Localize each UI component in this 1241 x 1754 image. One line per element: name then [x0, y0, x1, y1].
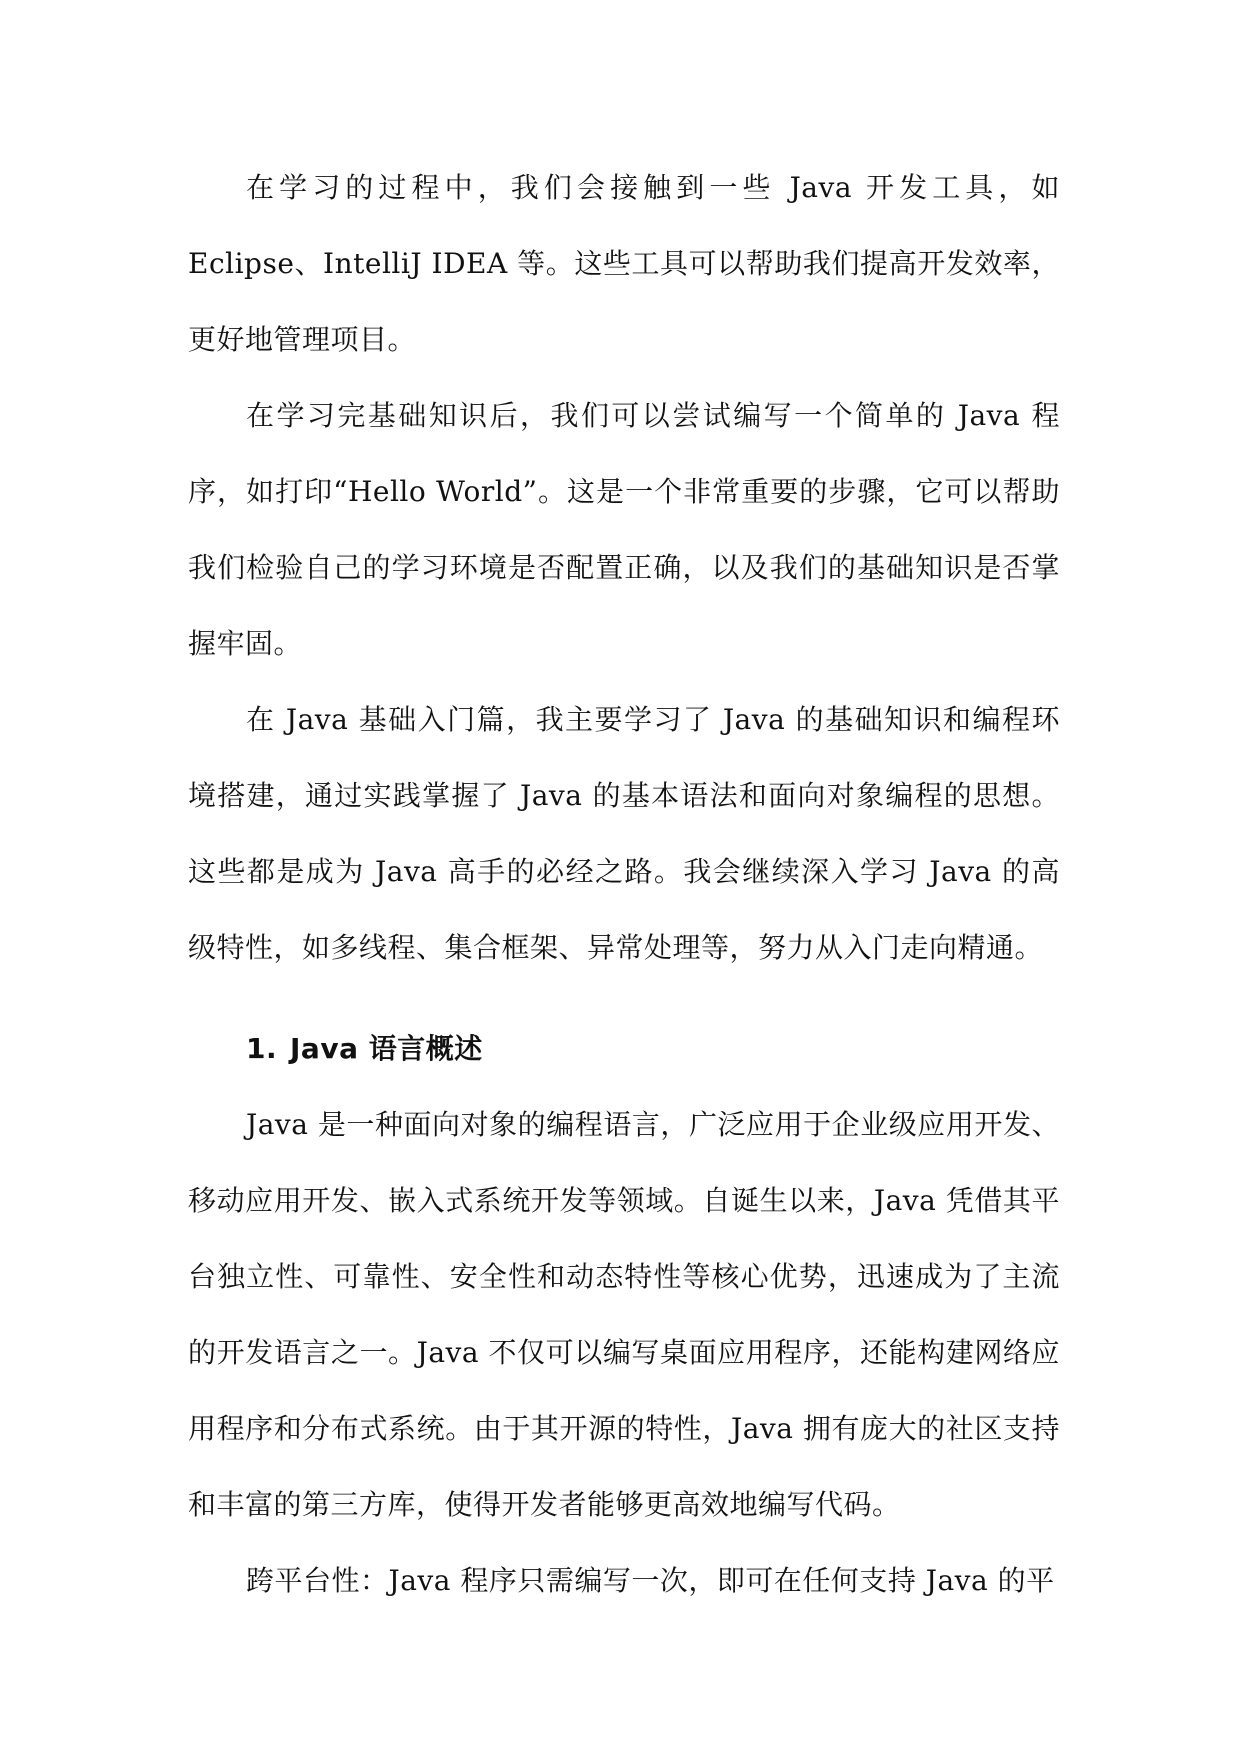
section-number: 1.: [246, 1032, 278, 1065]
section-title: Java 语言概述: [290, 1032, 483, 1065]
paragraph-dev-tools: 在学习的过程中，我们会接触到一些 Java 开发工具，如 Eclipse、IntelliJ IDEA 等。这些工具可以帮助我们提高开发效率，更好地管理项目。: [188, 171, 1060, 356]
paragraph-cross-platform: 跨平台性：Java 程序只需编写一次，即可在任何支持 Java 的平: [246, 1564, 1055, 1597]
section-heading: [188, 1011, 1060, 1087]
paragraph-hello-world: 在学习完基础知识后，我们可以尝试编写一个简单的 Java 程序，如打印“Hello World”。这是一个非常重要的步骤，它可以帮助我们检验自己的学习环境是否配置正确，以及我们的基础知识是否掌握牢固。: [188, 399, 1060, 660]
document-body: [188, 150, 1060, 1619]
paragraph-java-overview: Java 是一种面向对象的编程语言，广泛应用于企业级应用开发、移动应用开发、嵌入式系统开发等领域。自诞生以来，Java 凭借其平台独立性、可靠性、安全性和动态特性等核心优势，迅速成为了主流的开发语言之一。Java 不仅可以编写桌面应用程序，还能构建网络应用程序和分布式系统。由于其开源的特性，Java 拥有庞大的社区支持和丰富的第三方库，使得开发者能够更高效地编写代码。: [188, 1108, 1060, 1521]
paragraph-summary: 在 Java 基础入门篇，我主要学习了 Java 的基础知识和编程环境搭建，通过实践掌握了 Java 的基本语法和面向对象编程的思想。这些都是成为 Java 高手的必经之路。我会继续深入学习 Java 的高级特性，如多线程、集合框架、异常处理等，努力从入门走向精通。: [188, 703, 1060, 964]
